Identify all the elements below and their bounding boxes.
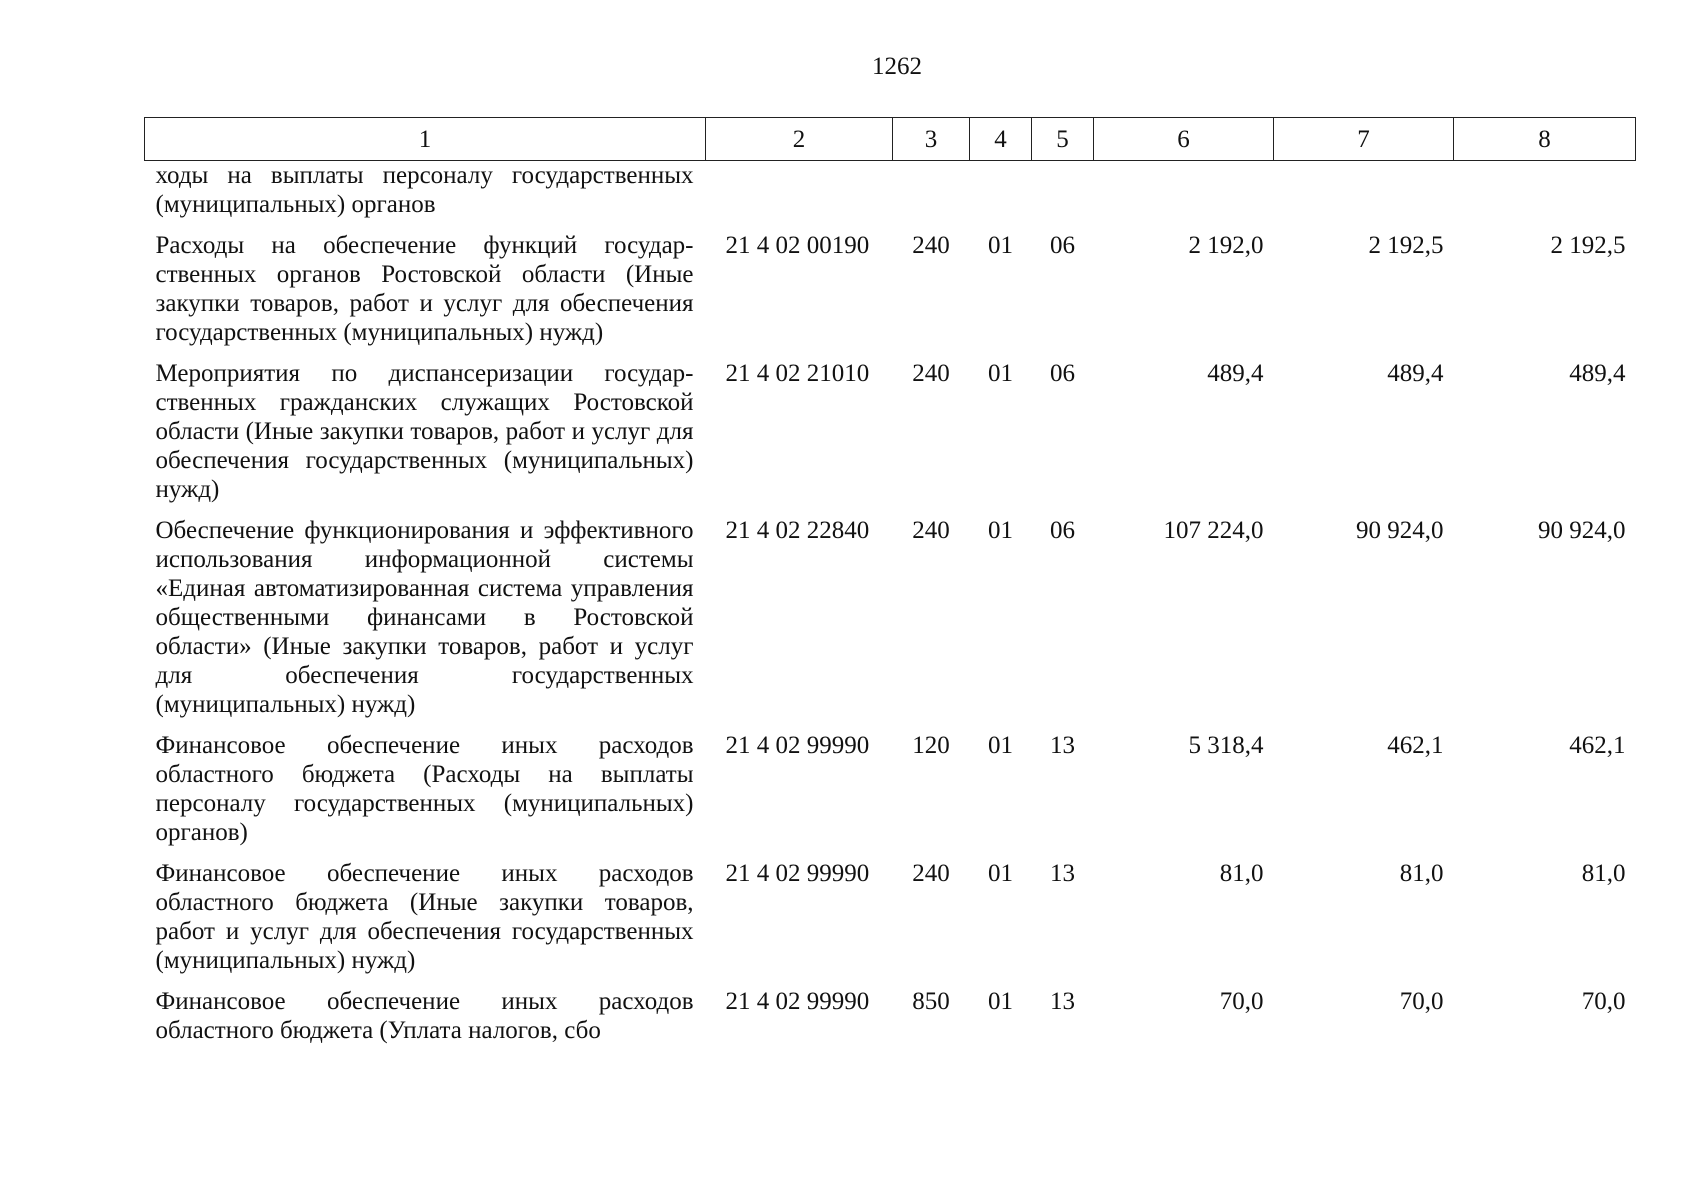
row-amount-8: 489,4: [1569, 360, 1626, 387]
column-header-6: 6: [1094, 118, 1274, 161]
row-section: 01: [988, 360, 1013, 387]
row-subsection: 06: [1050, 360, 1075, 387]
row-section: 01: [988, 732, 1013, 759]
column-header-5: 5: [1032, 118, 1094, 161]
column-header-3: 3: [893, 118, 970, 161]
row-expense-type: 240: [912, 517, 950, 544]
column-header-2: 2: [706, 118, 893, 161]
table-row: [145, 859, 1636, 987]
row-section: [970, 161, 1032, 232]
row-code: 21 4 02 21010: [725, 360, 870, 387]
table-row: [145, 359, 1636, 516]
row-code: 21 4 02 99990: [725, 860, 870, 887]
column-header-7: 7: [1274, 118, 1454, 161]
row-expense-type: 120: [912, 732, 950, 759]
row-name: Финансовое обеспечение иных расходов областного бюджета (Иные закупки товаров, работ и услуг для обеспечения государственных (муниципальных) нужд): [155, 860, 694, 974]
row-subsection: 13: [1050, 860, 1075, 887]
row-code: [706, 161, 893, 232]
row-code: 21 4 02 99990: [725, 732, 870, 759]
row-amount-6: 70,0: [1219, 988, 1264, 1015]
row-expense-type: 240: [912, 360, 950, 387]
row-subsection: 13: [1050, 988, 1075, 1015]
row-amount-8: 462,1: [1569, 732, 1626, 759]
table-body: [145, 161, 1636, 1058]
row-code: 21 4 02 00190: [725, 232, 870, 259]
row-name: Финансовое обеспечение иных расходов областного бюджета (Уплата налогов, сбо: [155, 988, 694, 1044]
row-expense-type: 240: [912, 860, 950, 887]
row-name: ходы на выплаты персоналу государственных (муниципальных) органов: [155, 162, 694, 218]
row-amount-6: 2 192,0: [1188, 232, 1264, 259]
row-amount-7: [1274, 161, 1454, 232]
header-row: [145, 118, 1636, 161]
row-expense-type: 240: [912, 232, 950, 259]
table-row: [145, 231, 1636, 359]
row-amount-6: 107 224,0: [1163, 517, 1264, 544]
row-subsection: 13: [1050, 732, 1075, 759]
row-amount-6: 5 318,4: [1188, 732, 1264, 759]
row-expense-type: 850: [912, 988, 950, 1015]
row-expense-type: [893, 161, 970, 232]
row-code: 21 4 02 22840: [725, 517, 870, 544]
table-row: [145, 516, 1636, 731]
row-amount-7: 489,4: [1387, 360, 1444, 387]
table-row: [145, 161, 1636, 232]
row-amount-6: 81,0: [1219, 860, 1264, 887]
row-name: Финансовое обеспечение иных расходов областного бюджета (Расходы на выплаты персоналу государственных (муниципальных) органов): [155, 732, 694, 846]
row-amount-7: 90 924,0: [1356, 517, 1444, 544]
row-subsection: 06: [1050, 232, 1075, 259]
column-header-1: 1: [145, 118, 706, 161]
row-amount-8: 70,0: [1581, 988, 1626, 1015]
table-row: [145, 987, 1636, 1057]
row-code: 21 4 02 99990: [725, 988, 870, 1015]
row-subsection: [1032, 161, 1094, 232]
row-amount-6: 489,4: [1207, 360, 1264, 387]
column-header-4: 4: [970, 118, 1032, 161]
row-amount-7: 70,0: [1399, 988, 1444, 1015]
page-number: 1262: [872, 53, 922, 80]
budget-table: [144, 117, 1636, 1057]
row-amount-6: [1094, 161, 1274, 232]
row-name: Обеспечение функционирования и эффективного использования информационной системы «Единая автоматизированная система управления общественными финансами в Ростовской области» (Иные закупки товаров, работ и услуг для обеспечения государственных (муниципальных) нужд): [155, 517, 694, 718]
row-amount-7: 2 192,5: [1368, 232, 1444, 259]
row-section: 01: [988, 860, 1013, 887]
column-header-8: 8: [1454, 118, 1636, 161]
row-amount-8: 90 924,0: [1538, 517, 1626, 544]
row-amount-7: 81,0: [1399, 860, 1444, 887]
table-row: [145, 731, 1636, 859]
table-header: [145, 118, 1636, 161]
row-amount-8: [1454, 161, 1636, 232]
row-amount-8: 81,0: [1581, 860, 1626, 887]
row-amount-7: 462,1: [1387, 732, 1444, 759]
row-subsection: 06: [1050, 517, 1075, 544]
row-section: 01: [988, 988, 1013, 1015]
row-section: 01: [988, 232, 1013, 259]
row-name: Мероприятия по диспансеризации государственных гражданских служащих Ростовской области (Иные закупки товаров, работ и услуг для обеспечения государственных (муниципальных) нужд): [155, 360, 694, 503]
row-section: 01: [988, 517, 1013, 544]
row-name: Расходы на обеспечение функций государственных органов Ростовской области (Иные закупки товаров, работ и услуг для обеспечения государственных (муниципальных) нужд): [155, 232, 694, 346]
row-amount-8: 2 192,5: [1550, 232, 1626, 259]
